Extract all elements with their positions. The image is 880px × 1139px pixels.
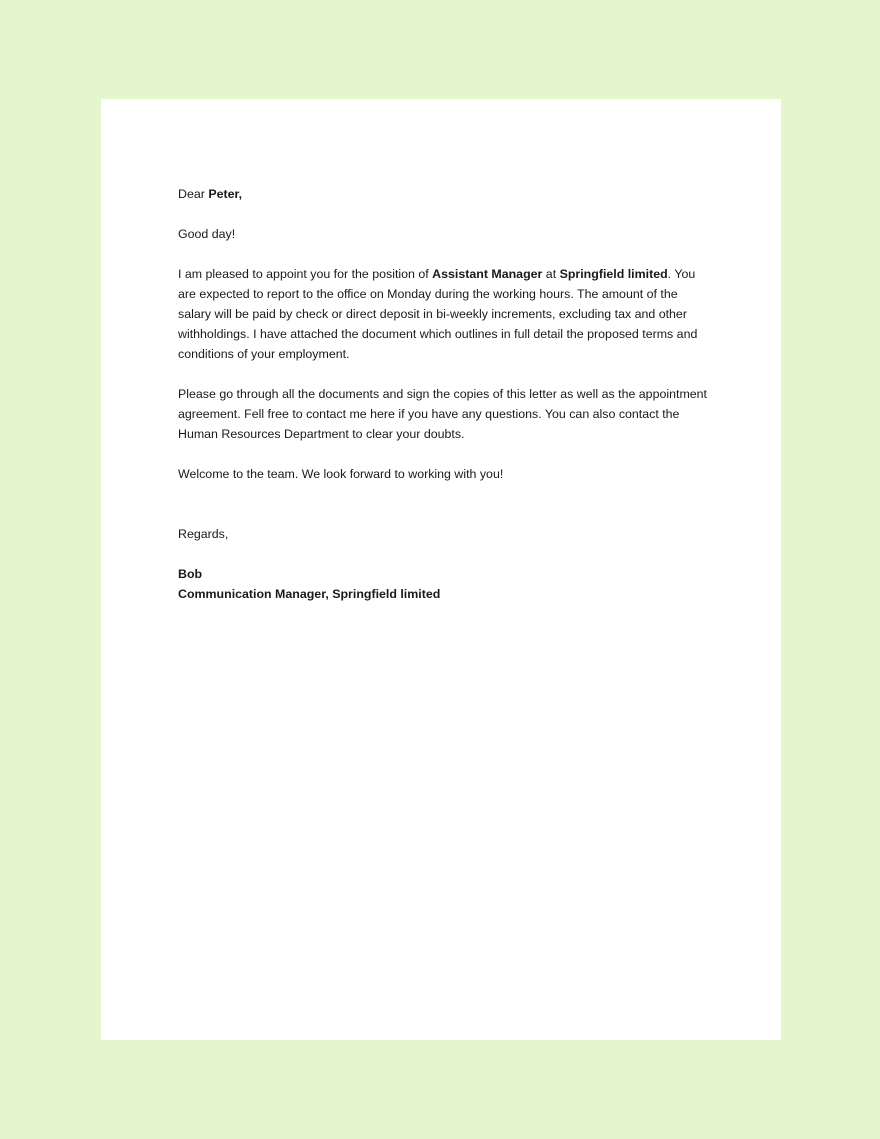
salutation-prefix: Dear: [178, 187, 209, 201]
paragraph-appointment-text-c: . You are expected to report to the office on Monday during the working hours. The amount of the salary will be paid by check or direct deposit in bi-weekly increments, excluding tax and other withholdings. I have attached the document which outlines in full detail the proposed terms and conditions of your employment.: [178, 267, 698, 361]
letter-page: [101, 99, 781, 1040]
company-name: Springfield limited: [559, 267, 668, 281]
position-title: Assistant Manager: [432, 267, 543, 281]
paragraph-appointment-text-a: I am pleased to appoint you for the position of: [178, 267, 433, 281]
paragraph-documents: Please go through all the documents and sign the copies of this letter as well as the appointment agreement. Fell free to contact me here if you have any questions. You can also contact the Human Resources Department to clear your doubts.: [178, 387, 707, 441]
greeting: Good day!: [178, 227, 236, 241]
signer-title: [178, 584, 708, 604]
salutation: [178, 184, 708, 204]
paragraph-welcome: Welcome to the team. We look forward to working with you!: [178, 467, 504, 481]
signer-title-text: Communication Manager, Springfield limited: [178, 587, 441, 601]
closing: Regards,: [178, 527, 229, 541]
signer-name: [178, 564, 708, 584]
signer-name-text: Bob: [178, 567, 203, 581]
recipient-name: Peter,: [208, 187, 243, 201]
paragraph-appointment-text-b: at: [542, 267, 560, 281]
letter-body: [178, 184, 708, 604]
paragraph-appointment: [178, 264, 708, 364]
